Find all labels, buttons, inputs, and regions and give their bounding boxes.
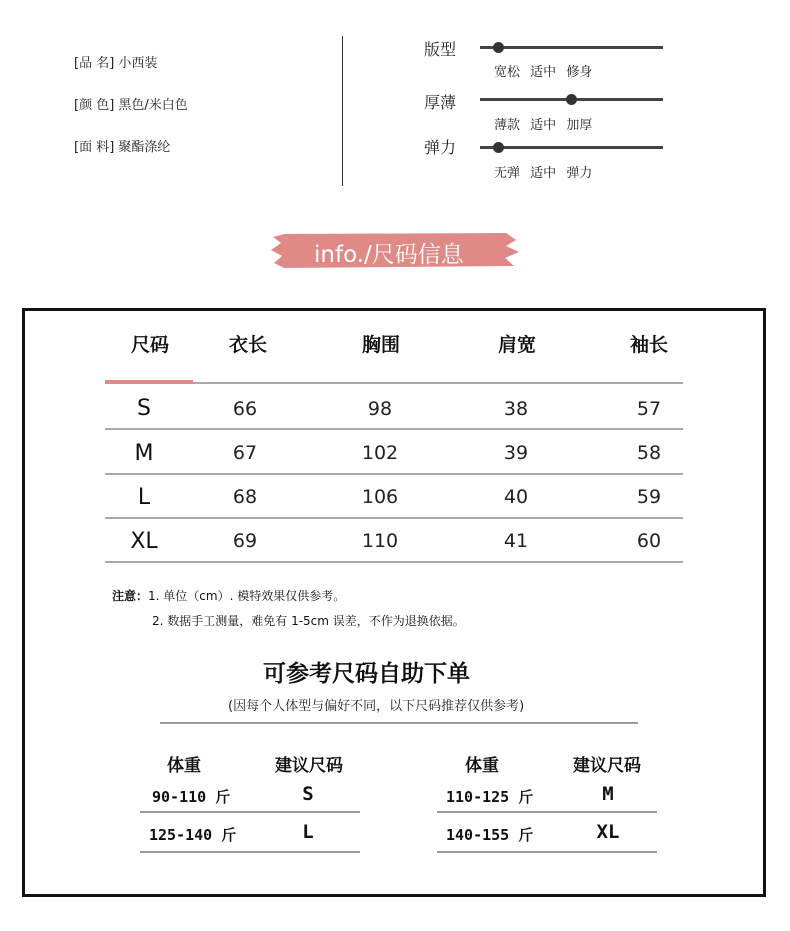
spec-color bbox=[74, 94, 188, 113]
sleeve-cell: 58 bbox=[636, 442, 662, 464]
weight-header: 体重 bbox=[167, 756, 201, 776]
length-cell: 66 bbox=[232, 398, 258, 420]
fit-option: 修身 bbox=[566, 65, 593, 80]
spec-name-value: 小西装 bbox=[118, 56, 158, 71]
fit-scale-options bbox=[494, 61, 592, 80]
size-cell: XL bbox=[130, 529, 158, 554]
weight-range: 125-140 斤 bbox=[149, 826, 237, 844]
shoulder-cell: 40 bbox=[503, 486, 529, 508]
spec-name-label: [品 名] bbox=[74, 56, 115, 71]
size-cell: M bbox=[134, 441, 154, 466]
sleeve-cell: 59 bbox=[636, 486, 662, 508]
size-header: 尺码 bbox=[130, 334, 169, 356]
thickness-option: 薄款 bbox=[494, 118, 521, 133]
fit-option: 适中 bbox=[530, 65, 557, 80]
elasticity-scale-knob bbox=[493, 142, 504, 153]
recommended-size: L bbox=[302, 821, 314, 843]
sleeve-cell: 57 bbox=[636, 398, 662, 420]
row-divider bbox=[105, 428, 683, 430]
shoulder-header: 肩宽 bbox=[497, 334, 536, 356]
thickness-option: 加厚 bbox=[566, 118, 593, 133]
chest-cell: 106 bbox=[361, 486, 399, 508]
spec-fabric-value: 聚酯涤纶 bbox=[118, 140, 171, 155]
recommended-size: XL bbox=[596, 821, 620, 843]
thickness-option: 适中 bbox=[530, 118, 557, 133]
recommended-size: M bbox=[602, 783, 614, 805]
thickness-scale-label: 厚薄 bbox=[424, 93, 457, 112]
length-cell: 67 bbox=[232, 442, 258, 464]
length-header: 衣长 bbox=[228, 334, 267, 356]
size-cell: L bbox=[137, 485, 151, 510]
banner-title: info./尺码信息 bbox=[314, 242, 464, 268]
elasticity-option: 无弹 bbox=[494, 166, 521, 181]
chest-cell: 98 bbox=[367, 398, 393, 420]
length-cell: 68 bbox=[232, 486, 258, 508]
spec-name bbox=[74, 52, 157, 71]
elasticity-scale-options bbox=[494, 162, 592, 181]
recommended-size: S bbox=[302, 783, 314, 805]
recommend-subtitle: (因每个人体型与偏好不同，以下尺码推荐仅供参考) bbox=[228, 699, 525, 714]
chest-cell: 110 bbox=[361, 530, 399, 552]
elasticity-scale-track bbox=[480, 146, 663, 149]
recommend-title: 可参考尺码自助下单 bbox=[263, 661, 470, 687]
shoulder-cell: 41 bbox=[503, 530, 529, 552]
sleeve-cell: 60 bbox=[636, 530, 662, 552]
thickness-scale-knob bbox=[566, 94, 577, 105]
size-rec-header: 建议尺码 bbox=[573, 756, 641, 776]
header-accent-bar bbox=[105, 380, 193, 384]
shoulder-cell: 38 bbox=[503, 398, 529, 420]
weight-range: 140-155 斤 bbox=[446, 826, 534, 844]
length-cell: 69 bbox=[232, 530, 258, 552]
chest-header: 胸围 bbox=[361, 334, 400, 356]
size-cell: S bbox=[137, 396, 151, 421]
elasticity-option: 弹力 bbox=[566, 166, 593, 181]
size-rec-header: 建议尺码 bbox=[275, 756, 343, 776]
spec-color-label: [颜 色] bbox=[74, 98, 115, 113]
row-divider bbox=[105, 517, 683, 519]
fit-scale-track bbox=[480, 46, 663, 49]
recommend-divider bbox=[160, 722, 638, 724]
recommend-row-divider bbox=[437, 811, 657, 813]
shoulder-cell: 39 bbox=[503, 442, 529, 464]
spec-divider bbox=[342, 36, 343, 186]
note-line-1 bbox=[112, 587, 345, 604]
weight-range: 110-125 斤 bbox=[446, 788, 534, 806]
thickness-scale-options bbox=[494, 114, 592, 133]
weight-header: 体重 bbox=[465, 756, 499, 776]
note-line-2: 2. 数据手工测量，难免有 1-5cm 误差，不作为退换依据。 bbox=[152, 614, 465, 628]
sleeve-header: 袖长 bbox=[629, 334, 668, 356]
elasticity-option: 适中 bbox=[530, 166, 557, 181]
row-divider bbox=[105, 561, 683, 563]
fit-option: 宽松 bbox=[494, 65, 521, 80]
spec-fabric bbox=[74, 136, 170, 155]
fit-scale-label: 版型 bbox=[424, 40, 457, 59]
recommend-row-divider bbox=[140, 811, 360, 813]
spec-color-value: 黑色/米白色 bbox=[118, 98, 188, 113]
spec-fabric-label: [面 料] bbox=[74, 140, 115, 155]
recommend-row-divider bbox=[140, 851, 360, 853]
note-label: 注意： bbox=[112, 589, 149, 603]
elasticity-scale-label: 弹力 bbox=[424, 138, 457, 157]
recommend-row-divider bbox=[437, 851, 657, 853]
fit-scale-knob bbox=[493, 42, 504, 53]
chest-cell: 102 bbox=[361, 442, 399, 464]
row-divider bbox=[105, 473, 683, 475]
note-text-1: 1. 单位（cm）. 模特效果仅供参考。 bbox=[148, 589, 346, 603]
weight-range: 90-110 斤 bbox=[152, 788, 231, 806]
